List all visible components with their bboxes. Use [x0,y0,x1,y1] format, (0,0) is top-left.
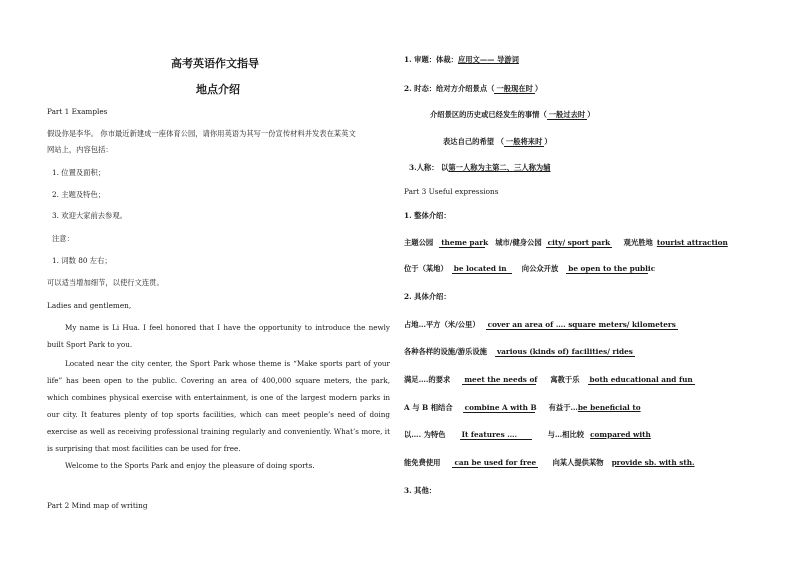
requirement-1: 1. 位置及面积； [52,168,106,177]
part3-heading: Part 3 Useful expressions [404,187,499,196]
section-other: 3. 其他： [404,486,437,495]
note-1: 1. 词数 80 左右； [52,256,112,265]
requirement-3: 3. 欢迎大家前去参观。 [52,211,127,220]
analysis-genre: 1. 审题：体裁：应用文—— 导游词 [404,55,519,64]
note-label: 注意： [52,234,74,243]
part2-heading: Part 2 Mind map of writing [47,501,148,510]
part1-heading: Part 1 Examples [47,107,108,116]
expr-row-5: 满足….的要求 meet the needs of 寓教于乐 both educational and fun [404,375,693,384]
prompt-line-1: 假设你是李华。 你市最近新建成一座体育公园，请你用英语为其写一份宣传材料并发表在某英文 [47,129,356,138]
title-sub: 地点介绍 [196,83,240,96]
title-main: 高考英语作文指导 [171,57,259,70]
tense-future: 表达自己的希望 （ 一般将来时 ） [443,137,552,146]
expr-row-2: 位于（某地） be located in 向公众开放 be open to the public [404,264,656,273]
expr-row-7: 以…. 为特色 It features …. 与…相比较 compared with [404,430,651,439]
letter-paragraph-2: Located near the city center, the Sport Park whose theme is “Make sports part of your life” has been open to the public. Covering an area of 400,000 square meters, the park, which combines physical exercise with entertainment, is one of the largest modern parks in our city. It features plenty of top sports facilities, which can meet people’s need of doing exercise as well as receiving professional training regularly and conveniently. What’s more, it is surprising that most facilities can be used for free. [47,359,390,453]
expr-row-8: 能免费使用 can be used for free 向某人提供某物 provide sb. with sth. [404,458,695,467]
expr-row-3: 占地…平方（米/公里） cover an area of …. square meters/ kilometers [404,320,676,329]
analysis-person: 3.人称： 以第一人称为主第二、三人称为辅 [409,163,551,172]
letter-salutation: Ladies and gentlemen, [47,301,132,310]
section-overall: 1. 整体介绍： [404,211,451,220]
analysis-tense: 2. 时态：给对方介绍景点（ 一般现在时 ） [404,84,543,93]
prompt-line-2: 网站上，内容包括： [47,145,113,154]
expr-row-4: 各种各样的设施/游乐设施 various (kinds of) facilities/ rides [404,347,633,356]
letter-paragraph-1: My name is Li Hua. I feel honored that I have the opportunity to introduce the newly built Sport Park to you. [47,323,390,349]
expr-row-6: A 与 B 相结合 combine A with B 有益于…be beneficial to [404,403,641,412]
letter-paragraph-3: Welcome to the Sports Park and enjoy the pleasure of doing sports. [65,461,315,470]
requirement-2: 2. 主题及特色； [52,190,106,199]
note-2: 可以适当增加细节，以使行文连贯。 [47,278,164,287]
section-details: 2. 具体介绍： [404,292,451,301]
tense-past: 介绍景区的历史或已经发生的事情（ 一般过去时） [430,110,595,119]
expr-row-1: 主题公园 theme park 城市/健身公园 city/ sport park 观光胜地 tourist attraction [404,238,728,247]
